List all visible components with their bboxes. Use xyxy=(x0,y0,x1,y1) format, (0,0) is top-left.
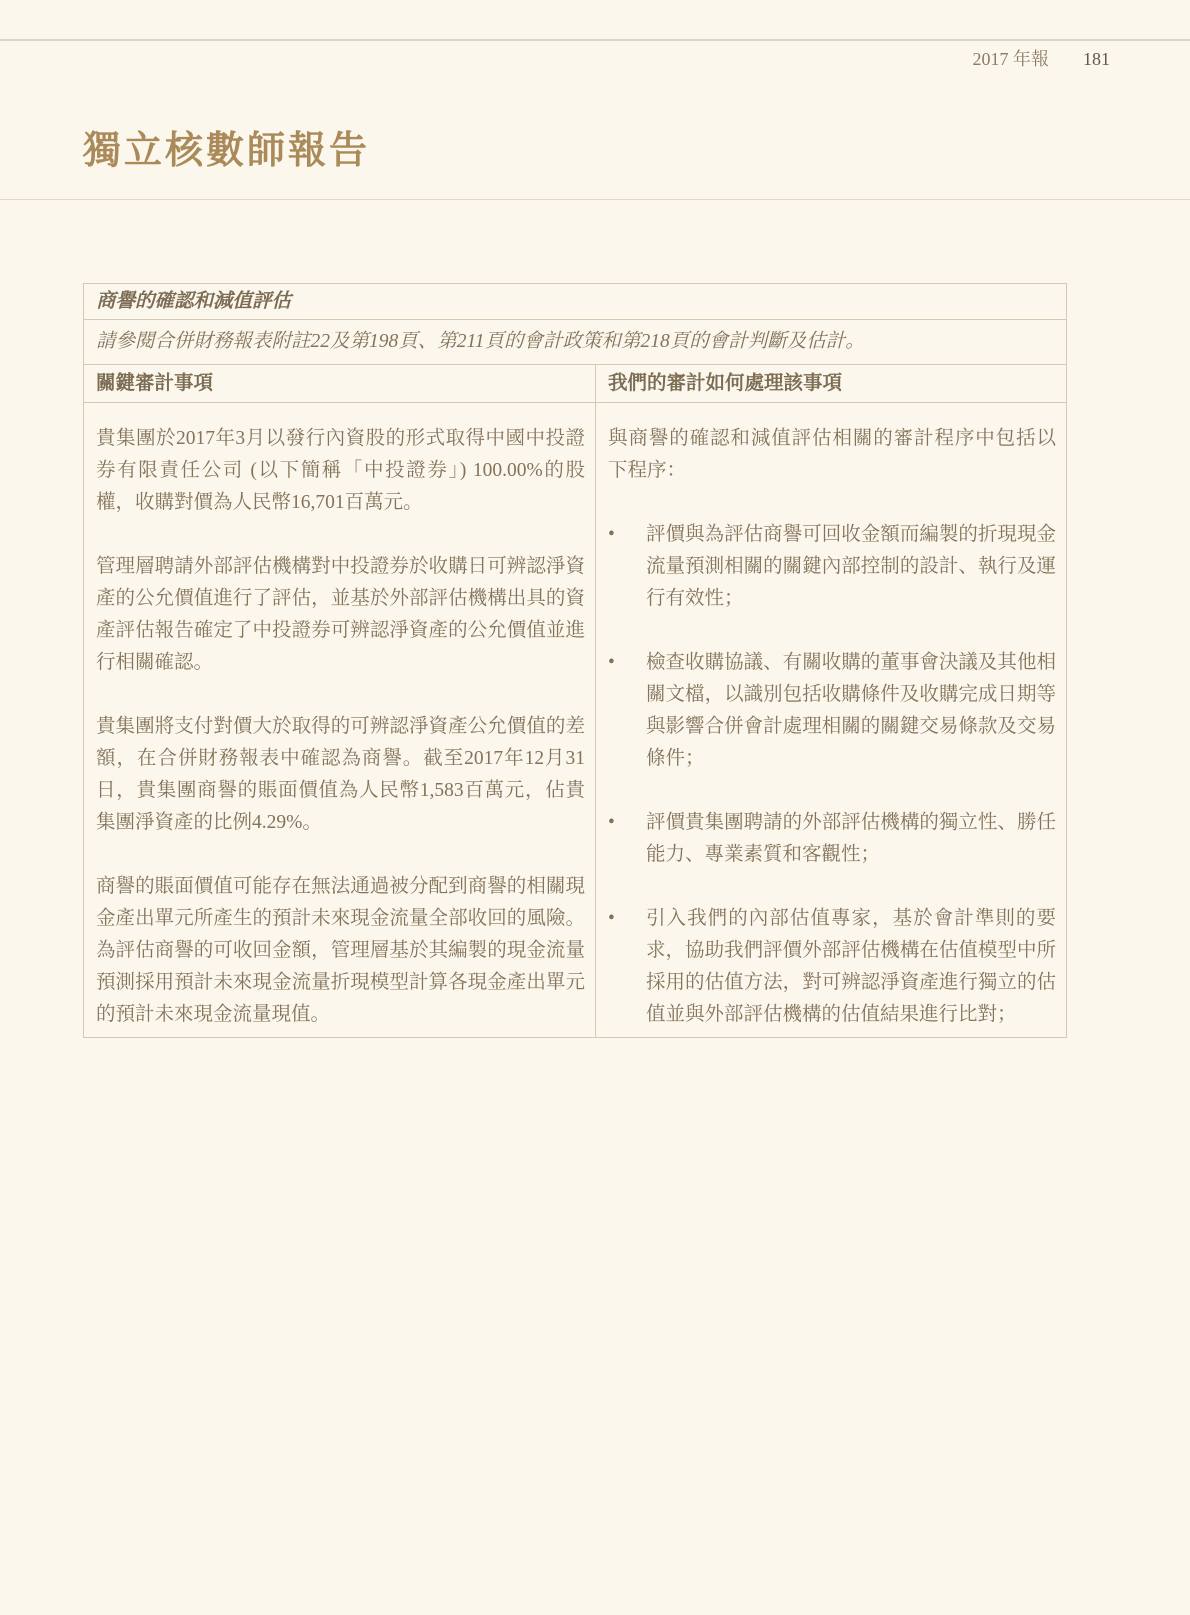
key-audit-matters-header: 關鍵審計事項 xyxy=(84,365,596,402)
bullet-text: 評價與為評估商譽可回收金額而編製的折現現金流量預測相關的關鍵內部控制的設計、執行及運行有效性； xyxy=(646,524,1056,609)
audit-response-cell xyxy=(596,403,1066,1037)
bullet-dot-icon: • xyxy=(608,652,615,673)
audit-response-header: 我們的審計如何處理該事項 xyxy=(608,373,843,394)
kam-paragraph: 商譽的賬面價值可能存在無法通過被分配到商譽的相關現金產出單元所產生的預計未來現金流量全部收回的風險。為評估商譽的可收回金額，管理層基於其編製的現金流量預測採用預計未來現金流量折現模型計算各現金產出單元的預計未來現金流量現值。 xyxy=(96,876,585,1025)
key-audit-matter-table xyxy=(83,283,1067,1038)
title-divider xyxy=(0,199,1190,200)
bullet-item xyxy=(608,647,1056,775)
top-divider xyxy=(0,39,1190,41)
bullet-dot-icon: • xyxy=(608,524,615,545)
bullet-dot-icon: • xyxy=(608,908,615,929)
reference-note: 請參閱合併財務報表附註22及第198頁、第211頁的會計政策和第218頁的會計判斷及估計。 xyxy=(84,320,1066,365)
page-number: 181 xyxy=(1083,49,1110,69)
table-body-row xyxy=(84,403,1066,1037)
bullet-text: 引入我們的內部估值專家，基於會計準則的要求，協助我們評價外部評估機構在估值模型中所採用的估值方法，對可辨認淨資產進行獨立的估值並與外部評估機構的估值結果進行比對； xyxy=(646,908,1056,1025)
page-title: 獨立核數師報告 xyxy=(83,130,371,172)
bullet-text: 檢查收購協議、有關收購的董事會決議及其他相關文檔，以識別包括收購條件及收購完成日期等與影響合併會計處理相關的關鍵交易條款及交易條件； xyxy=(646,652,1056,769)
table-caption: 商譽的確認和減值評估 xyxy=(84,284,1066,320)
bullet-item xyxy=(608,903,1056,1031)
kam-paragraph: 貴集團於2017年3月以發行內資股的形式取得中國中投證券有限責任公司 (以下簡稱「中投證券」) 100.00%的股權，收購對價為人民幣16,701百萬元。 xyxy=(96,428,585,513)
page-header xyxy=(973,47,1111,71)
kam-paragraph: 管理層聘請外部評估機構對中投證券於收購日可辨認淨資產的公允價值進行了評估，並基於外部評估機構出具的資產評估報告確定了中投證券可辨認淨資產的公允價值並進行相關確認。 xyxy=(96,556,585,673)
bullet-item xyxy=(608,807,1056,871)
audit-procedures-intro: 與商譽的確認和減值評估相關的審計程序中包括以下程序： xyxy=(608,428,1056,481)
bullet-item xyxy=(608,519,1056,615)
bullet-dot-icon: • xyxy=(608,812,615,833)
key-audit-matter-cell xyxy=(84,403,596,1037)
column-header-row xyxy=(84,365,1066,403)
kam-paragraph: 貴集團將支付對價大於取得的可辨認淨資產公允價值的差額，在合併財務報表中確認為商譽。截至2017年12月31日，貴集團商譽的賬面價值為人民幣1,583百萬元，佔貴集團淨資產的比例4.29%。 xyxy=(96,716,585,833)
bullet-text: 評價貴集團聘請的外部評估機構的獨立性、勝任能力、專業素質和客觀性； xyxy=(646,812,1056,865)
report-year-label: 2017 年報 xyxy=(972,49,1049,69)
